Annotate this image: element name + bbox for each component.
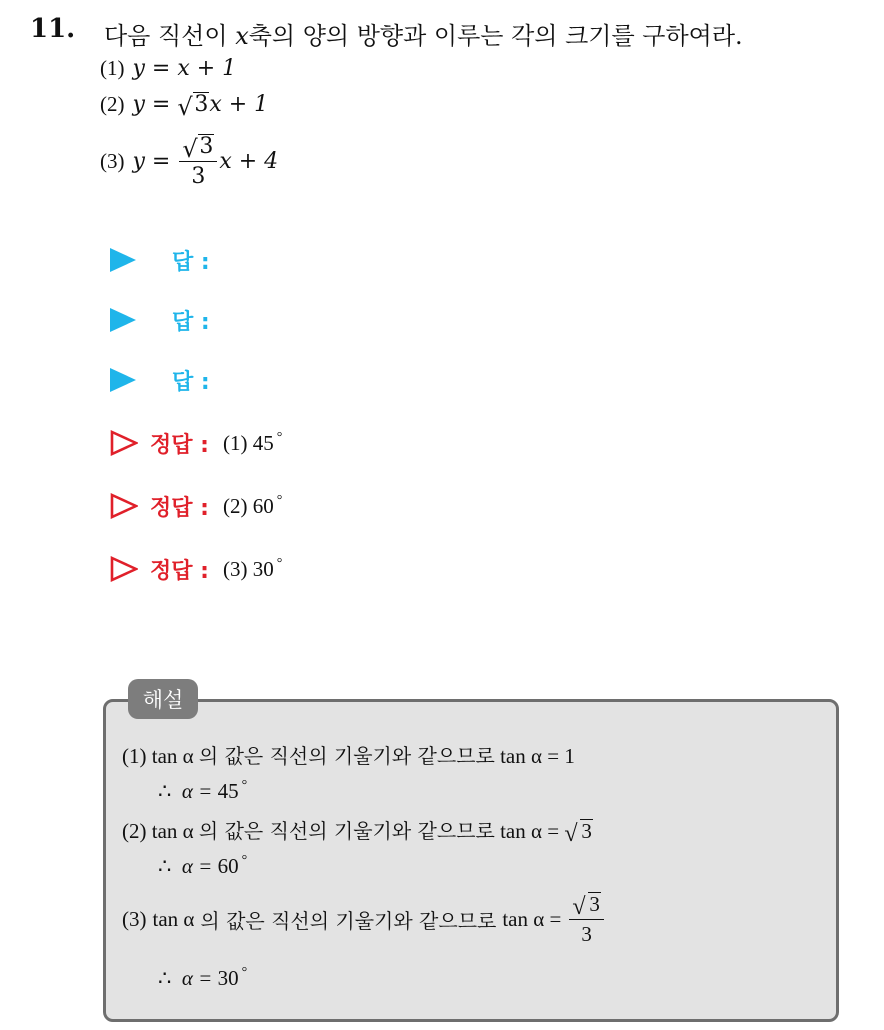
radical-sign: √ xyxy=(564,821,578,847)
explanation-line-1 xyxy=(122,740,575,769)
correct-answer-value xyxy=(223,556,282,582)
degree-unit: ° xyxy=(241,853,248,868)
conclusion-2 xyxy=(158,853,247,879)
degree-unit: ° xyxy=(241,778,248,793)
conclusion-1 xyxy=(158,778,247,804)
tan-alpha-equals: tan α = xyxy=(500,819,560,843)
tan-alpha: tan α xyxy=(151,744,194,768)
question-text-part: 축의 양의 방향과 이루는 각의 크기를 구하여라. xyxy=(248,22,743,50)
tan-alpha: tan α xyxy=(151,819,194,843)
answer-number: 60 xyxy=(252,494,274,518)
triangle-marker-icon xyxy=(110,368,136,392)
conclusion-value: 45 xyxy=(217,779,239,803)
fraction-denominator: 3 xyxy=(581,922,592,946)
degree-unit: ° xyxy=(276,493,283,508)
outline-triangle-icon xyxy=(110,556,138,582)
correct-answer-1 xyxy=(110,425,282,461)
explanation-text: 의 값은 직선의 기울기와 같으므로 xyxy=(198,744,495,768)
alpha-equals: α = xyxy=(181,779,213,803)
radicand: 3 xyxy=(581,819,592,843)
explanation-line-2 xyxy=(122,815,593,847)
item-label: (1) xyxy=(222,431,248,455)
correct-answer-value xyxy=(223,493,282,519)
conclusion-3 xyxy=(158,965,247,991)
answer-label: 답 : xyxy=(172,369,210,395)
equation-lhs: y = xyxy=(132,149,171,174)
answer-slot-1[interactable] xyxy=(110,242,210,278)
answer-slot-3[interactable] xyxy=(110,362,210,398)
correct-answer-label: 정답 : xyxy=(150,432,209,458)
therefore-symbol: ∴ xyxy=(158,779,172,803)
fraction xyxy=(569,892,604,947)
correct-answer-label: 정답 : xyxy=(150,558,209,584)
degree-unit: ° xyxy=(241,965,248,980)
radical-sign: √ xyxy=(182,135,198,163)
equation-rhs: x + 4 xyxy=(219,149,279,174)
explanation-text: 의 값은 직선의 기울기와 같으므로 xyxy=(198,819,495,843)
item-label: (3) xyxy=(222,557,248,581)
answer-number: 45 xyxy=(252,431,274,455)
correct-answer-value xyxy=(223,430,282,456)
conclusion-value: 60 xyxy=(217,854,239,878)
triangle-marker-icon xyxy=(110,308,136,332)
answer-label: 답 : xyxy=(172,309,210,335)
item-label: (2) xyxy=(122,819,147,843)
sub-question-1 xyxy=(100,56,236,81)
explanation-value: 1 xyxy=(564,744,575,768)
fraction xyxy=(179,134,217,189)
equation-rhs: x + 1 xyxy=(209,92,269,117)
conclusion-value: 30 xyxy=(217,966,239,990)
radicand: 3 xyxy=(199,134,214,159)
item-label: (3) xyxy=(122,907,147,931)
fraction-numerator xyxy=(179,134,217,162)
outline-triangle-icon xyxy=(110,493,138,519)
equation-lhs: y = xyxy=(132,92,171,117)
sub-question-3 xyxy=(100,134,278,189)
question-text-part: 다음 직선이 xyxy=(104,22,236,50)
fraction-numerator xyxy=(569,892,604,920)
tan-alpha-equals: tan α = xyxy=(502,907,562,931)
correct-answer-3 xyxy=(110,551,282,587)
equation-rhs: x + 1 xyxy=(177,56,237,81)
item-label: (2) xyxy=(100,92,125,116)
explanation-tab: 해설 xyxy=(128,679,198,719)
answer-slot-2[interactable] xyxy=(110,302,210,338)
question-number: 11. xyxy=(30,14,76,44)
radical-sign: √ xyxy=(572,894,586,920)
item-label: (2) xyxy=(222,494,248,518)
answer-number: 30 xyxy=(252,557,274,581)
degree-unit: ° xyxy=(276,556,283,571)
explanation-line-3 xyxy=(122,892,606,947)
therefore-symbol: ∴ xyxy=(158,966,172,990)
equation-lhs: y = xyxy=(132,56,171,81)
radical-sign: √ xyxy=(177,93,193,121)
tan-alpha: tan α xyxy=(152,907,195,931)
triangle-marker-icon xyxy=(110,248,136,272)
sqrt-expression xyxy=(564,819,593,847)
outline-triangle-icon xyxy=(110,430,138,456)
item-label: (1) xyxy=(100,56,125,80)
degree-unit: ° xyxy=(276,430,283,445)
correct-answer-2 xyxy=(110,488,282,524)
fraction-denominator: 3 xyxy=(191,164,206,189)
radicand: 3 xyxy=(589,892,600,916)
answer-label: 답 : xyxy=(172,249,210,275)
question-variable: x xyxy=(235,22,249,50)
explanation-text: 의 값은 직선의 기울기와 같으므로 xyxy=(200,909,497,933)
sqrt-expression xyxy=(177,92,209,121)
alpha-equals: α = xyxy=(181,966,213,990)
item-label: (3) xyxy=(100,149,125,173)
tan-alpha-equals: tan α = xyxy=(500,744,560,768)
correct-answer-label: 정답 : xyxy=(150,495,209,521)
radicand: 3 xyxy=(194,92,209,117)
alpha-equals: α = xyxy=(181,854,213,878)
sub-question-2 xyxy=(100,92,269,121)
question-text xyxy=(104,16,743,51)
therefore-symbol: ∴ xyxy=(158,854,172,878)
item-label: (1) xyxy=(122,744,147,768)
